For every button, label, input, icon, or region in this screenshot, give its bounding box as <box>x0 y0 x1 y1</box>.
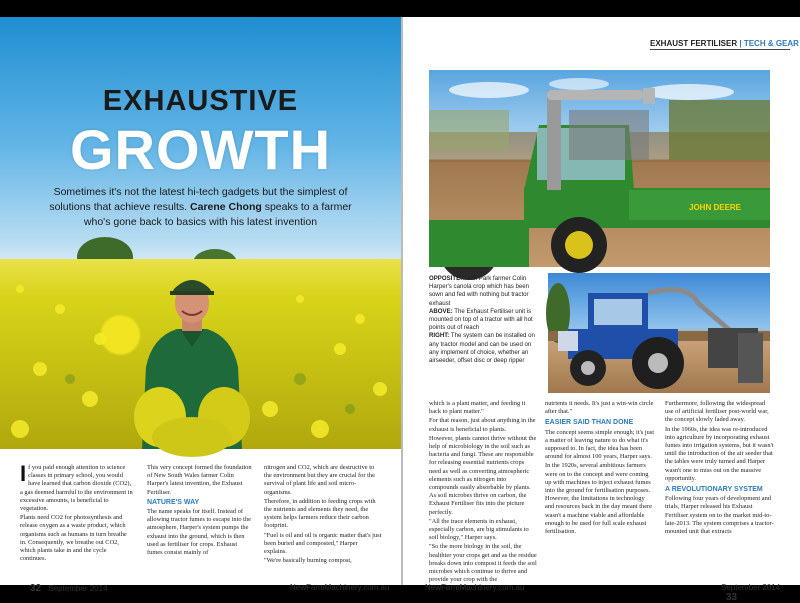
paragraph: "All the trace elements in exhaust, especially carbon, are big stimulants to soil biology," Harper says. <box>429 517 529 542</box>
paragraph: Following four years of development and trials, Harper released his Exhaust Fertiliser system on to the market mid-to-late-2013. The system comprises a tractor-mounted unit that extracts <box>665 495 774 536</box>
section-rule <box>650 49 790 50</box>
right-body-columns <box>429 400 779 584</box>
paragraph: Furthermore, following the widespread use of artificial fertiliser post-world war, the concept slowly faded away. <box>665 400 769 424</box>
ford-tractor-illustration <box>548 273 770 393</box>
paragraph: "We're basically burning compost, <box>264 557 352 565</box>
caption: ABOVE: The Exhaust Fertiliser unit is mounted on top of a tractor with all hot points out of reach <box>429 307 533 332</box>
paragraph: which is a plant matter, and feeding it back to plant matter." <box>429 400 526 416</box>
left-column-2 <box>147 464 254 576</box>
right-page <box>403 17 800 603</box>
deck-text-1: Sometimes it's not the latest hi-tech gadgets but the simplest of solutions that achieve results. <box>49 186 348 213</box>
farmer-figure <box>132 267 252 449</box>
tractor-exhaust-photo <box>429 70 770 267</box>
ford-tractor-photo <box>548 273 770 393</box>
caption: RIGHT: The system can be installed on any tractor model and can be used on any implement of choice, whether an airseeder, offset disc or deep ripper <box>429 332 535 365</box>
right-column-1 <box>429 400 537 584</box>
paragraph: nutrients it needs. It's just a win-win circle after that." <box>545 400 654 416</box>
issue-date: September 2014 <box>48 584 108 593</box>
right-column-3 <box>665 400 775 578</box>
headline-line-2: GROWTH <box>69 118 332 181</box>
paragraph: nitrogen and CO2, which are destructive to the environment but they are crucial for the survival of plant life and soil micro-organisms. <box>264 464 375 496</box>
paragraph: Plants need CO2 for photosynthesis and release oxygen as a waste product, which organisms such as humans in turn breathe in. Consequently, we breathe out CO2, which plants take in and the cycle continues. <box>20 514 127 563</box>
left-column-1 <box>20 461 133 576</box>
dropcap: I <box>20 461 27 486</box>
page-number: 32 <box>30 583 42 594</box>
paragraph: Therefore, in addition to feeding crops with the nutrients and elements they need, the system helps farmers reduce their carbon footprint. <box>264 497 376 530</box>
right-folio-site: NewFarmMachinery.com.au <box>425 583 525 592</box>
paragraph: The name speaks for itself. Instead of allowing tractor fumes to escape into the atmosphere, Harper's system pumps the exhaust into the ground, which is then used as fertiliser for crops. Exhaust fumes consist mainly of <box>147 508 251 557</box>
page-number: 33 <box>726 592 738 603</box>
paragraph: However, plants cannot thrive without the help of microbiology in the soil such as bacteria and fungi. These are responsible for releasing essential nutrients crops need as well as converting atmospheric elements such as nitrogen into compounds easily absorbable by plants. As soil microbes thrive on carbon, the Exhaust Fertiliser fits into the picture perfectly. <box>429 434 537 516</box>
caption: OPPOSITE: Allah Park farmer Colin Harper's canola crop which has been sown and fed with nothing but tractor exhaust <box>429 275 530 307</box>
deck-author: Carene Chong <box>190 201 262 213</box>
section-name: EXHAUST FERTILISER <box>650 39 738 48</box>
paragraph: "So the more biology in the soil, the healthier your crops get and as the residue breaks down into compost it feeds the soil microbes which continue to thrive and provide your crop with the <box>429 543 537 584</box>
right-column-2 <box>545 400 655 578</box>
left-folio-site: NewFarmMachinery.com.au <box>290 583 390 592</box>
paragraph: "Fuel is oil and oil is organic matter that's just been buried and composted," Harper explains. <box>264 531 382 556</box>
bottom-black-border <box>0 585 800 600</box>
paragraph: This very concept formed the foundation of New South Wales farmer Colin Harper's latest invention, the Exhaust Fertiliser. <box>147 464 252 496</box>
paragraph: In the 1920s, several ambitious farmers were on to the concept and were coming up with machines to inject exhaust fumes into the ground for fertilisation purposes. However, the limitations in technology and resources back in the day meant there wasn't a machine viable and affordable enough to be used for full scale exhaust fertilisation. <box>545 462 652 536</box>
left-column-3 <box>264 464 382 576</box>
left-folio <box>30 583 108 594</box>
headline-line-1: EXHAUSTIVE <box>102 85 299 117</box>
left-page <box>0 17 401 594</box>
deck-text-2: speaks to a farmer who's gone back to basics with his latest invention <box>83 201 352 228</box>
paragraph: For that reason, just about anything in the exhaust is beneficial to plants. <box>429 417 536 433</box>
tractor-brand-label: JOHN DEERE <box>689 203 742 212</box>
article-deck <box>40 185 361 230</box>
left-body-columns <box>20 461 386 576</box>
section-tag <box>650 39 799 48</box>
subheading: NATURE'S WAY <box>147 498 200 506</box>
top-black-border <box>0 0 800 17</box>
subheading: A REVOLUTIONARY SYSTEM <box>665 486 763 494</box>
paragraph: The concept seems simple enough; it's just a matter of leaving nature to do what it's supposed to. In fact, the idea has been around for almost 100 years, Harper says. <box>545 428 655 461</box>
hero-photo <box>0 17 401 447</box>
photo-captions <box>429 275 541 365</box>
right-folio <box>721 583 800 603</box>
paragraph: f you paid enough attention to science classes in primary school, you would have learned that carbon dioxide (CO2), a gas deemed harmful to the environment in excessive amounts, is beneficial to vegetation. <box>20 464 133 513</box>
subheading: EASIER SAID THAN DONE <box>545 419 634 427</box>
section-sub: | TECH & GEAR <box>739 39 799 48</box>
issue-date: September 2014 <box>721 583 781 592</box>
john-deere-tractor-illustration <box>429 70 770 267</box>
paragraph: In the 1960s, the idea was re-introduced into agriculture by incorporating exhaust fumes into irrigation systems, but it wasn't until the introduction of the air seeder that the tables were truly turned and Harper wasn't one to miss out on the massive opportunity. <box>665 425 774 482</box>
